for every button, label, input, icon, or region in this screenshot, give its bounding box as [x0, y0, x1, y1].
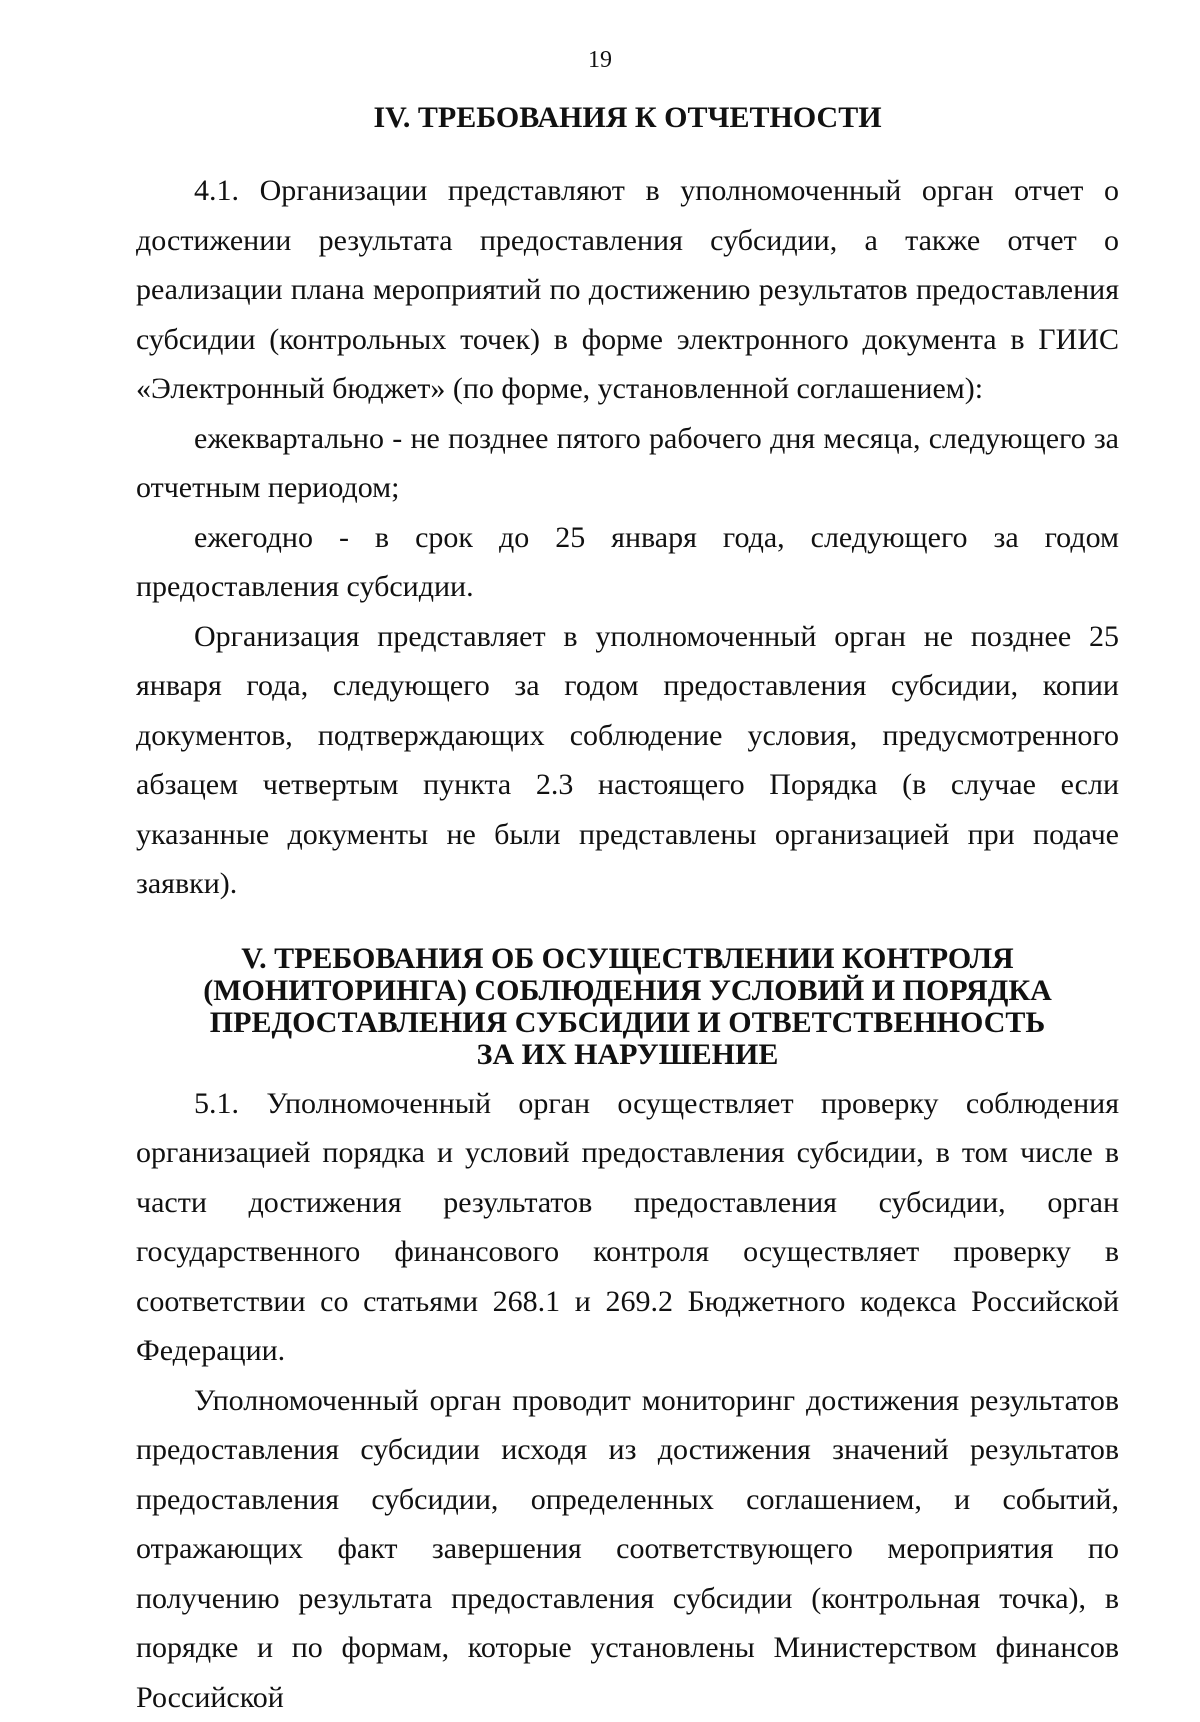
paragraph-5-1: 5.1. Уполномоченный орган осуществляет проверку соблюдения организацией порядка и условий предоставления субсидии, в том числе в части достижения результатов предоставления субсидии, орган государственного финансового контроля осуществляет проверку в соответствии со статьями 268.1 и 269.2 Бюджетного кодекса Российской Федерации.	[136, 1079, 1119, 1376]
section-4-heading: IV. ТРЕБОВАНИЯ К ОТЧЕТНОСТИ	[136, 102, 1119, 134]
section-5-heading	[136, 943, 1119, 1071]
document-body	[136, 102, 1119, 1722]
section-5-heading-line: ЗА ИХ НАРУШЕНИЕ	[136, 1039, 1119, 1071]
paragraph-annually: ежегодно - в срок до 25 января года, следующего за годом предоставления субсидии.	[136, 513, 1119, 612]
paragraph-quarterly: ежеквартально - не позднее пятого рабочего дня месяца, следующего за отчетным периодом;	[136, 414, 1119, 513]
page-number: 19	[0, 46, 1200, 74]
paragraph-monitoring: Уполномоченный орган проводит мониторинг достижения результатов предоставления субсидии исходя из достижения значений результатов предоставления субсидии, определенных соглашением, и событий, отражающих факт завершения соответствующего мероприятия по получению результата предоставления субсидии (контрольная точка), в порядке и по формам, которые установлены Министерством финансов Российской	[136, 1376, 1119, 1722]
section-5-heading-line: (МОНИТОРИНГА) СОБЛЮДЕНИЯ УСЛОВИЙ И ПОРЯДКА	[136, 975, 1119, 1007]
paragraph-documents: Организация представляет в уполномоченный орган не позднее 25 января года, следующего за годом предоставления субсидии, копии документов, подтверждающих соблюдение условия, предусмотренного абзацем четвертым пункта 2.3 настоящего Порядка (в случае если указанные документы не были представлены организацией при подаче заявки).	[136, 612, 1119, 909]
paragraph-4-1: 4.1. Организации представляют в уполномоченный орган отчет о достижении результата предоставления субсидии, а также отчет о реализации плана мероприятий по достижению результатов предоставления субсидии (контрольных точек) в форме электронного документа в ГИИС «Электронный бюджет» (по форме, установленной соглашением):	[136, 166, 1119, 414]
section-5-heading-line: V. ТРЕБОВАНИЯ ОБ ОСУЩЕСТВЛЕНИИ КОНТРОЛЯ	[136, 943, 1119, 975]
section-5-heading-line: ПРЕДОСТАВЛЕНИЯ СУБСИДИИ И ОТВЕТСТВЕННОСТЬ	[136, 1007, 1119, 1039]
